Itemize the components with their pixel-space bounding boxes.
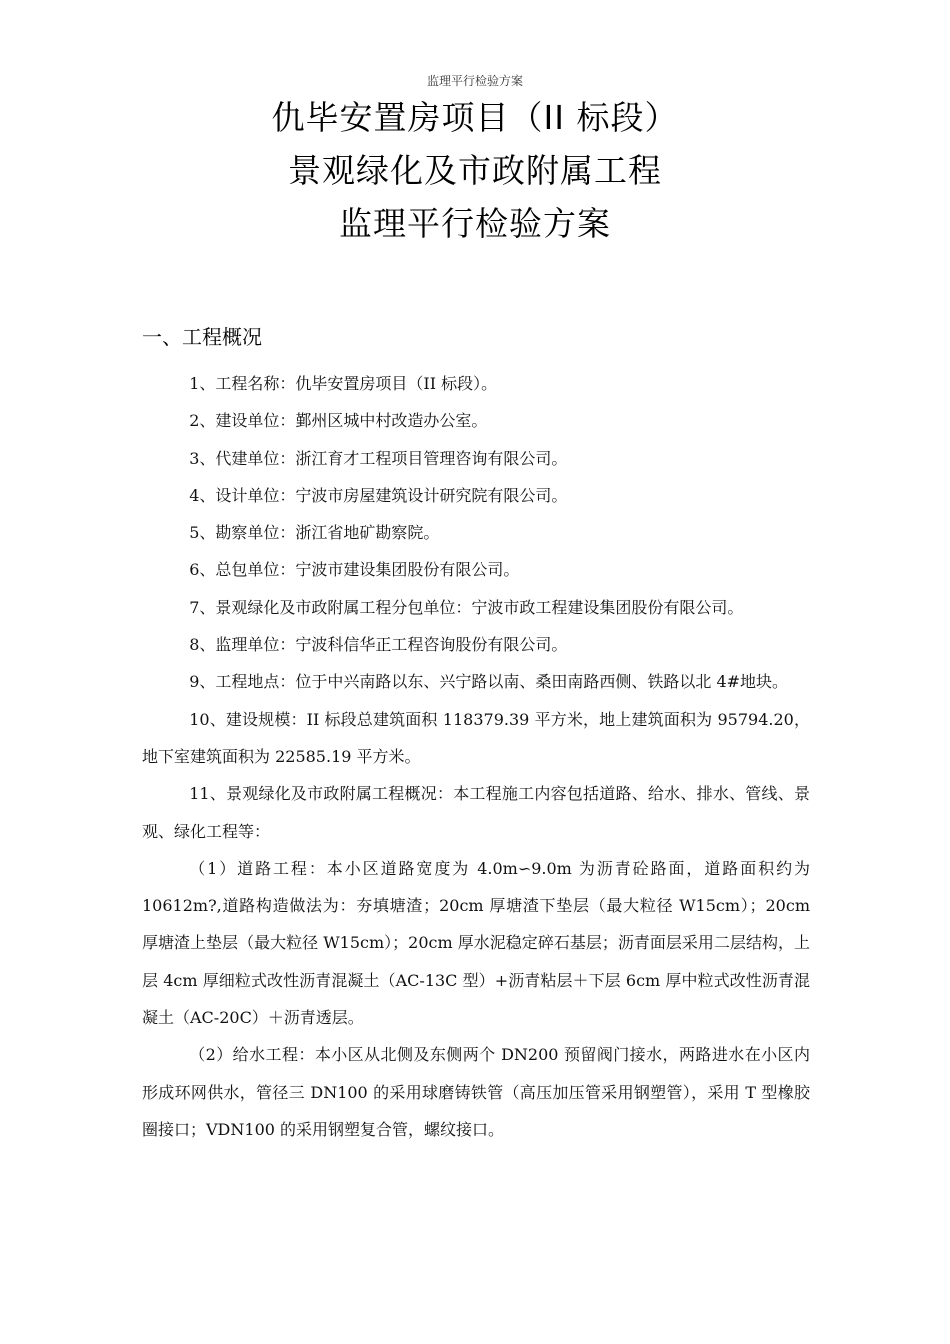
paragraph-designer: 4、设计单位：宁波市房屋建筑设计研究院有限公司。 (189, 485, 568, 505)
document-title-line-3: 监理平行检验方案 (339, 204, 611, 243)
document-title-line-2: 景观绿化及市政附属工程 (288, 151, 662, 190)
section-heading-project-overview: 一、工程概况 (142, 325, 262, 349)
paragraph-surveyor: 5、勘察单位：浙江省地矿勘察院。 (189, 523, 440, 543)
paragraph-project-name: 1、工程名称：仇毕安置房项目（II 标段）。 (189, 374, 498, 393)
paragraph-road-works: （1）道路工程：本小区道路宽度为 4.0m∽9.0m 为沥青砼路面，道路面积约为 10612m?,道路构造做法为：夯填塘渣；20cm 厚塘渣下垫层（最大粒径 W15cm）；20cm 厚塘渣上垫层（最大粒径 W15cm）；20cm 厚水泥稳定碎石基层；沥青面层采用二层结构，上层 4cm 厚细粒式改性沥青混凝土（AC-13C 型）+沥青粘层＋下层 6cm 厚中粒式改性沥青混凝土（AC-20C）＋沥青透层。 (142, 858, 810, 1028)
paragraph-subcontractor: 7、景观绿化及市政附属工程分包单位：宁波市政工程建设集团股份有限公司。 (189, 597, 744, 617)
paragraph-supervisor: 8、监理单位：宁波科信华正工程咨询股份有限公司。 (189, 635, 568, 655)
paragraph-water-supply: （2）给水工程：本小区从北侧及东侧两个 DN200 预留阀门接水，两路进水在小区内形成环网供水，管径三 DN100 的采用球磨铸铁管（高压加压管采用钢塑管），采用 T 型橡胶圈接口；VDN100 的采用钢塑复合管，螺纹接口。 (142, 1045, 810, 1139)
paragraph-location: 9、工程地点：位于中兴南路以东、兴宁路以南、桑田南路西侧、铁路以北 4#地块。 (189, 672, 789, 692)
section-body (142, 365, 810, 1148)
paragraph-agent: 3、代建单位：浙江育才工程项目管理咨询有限公司。 (189, 448, 568, 468)
paragraph-general-contractor: 6、总包单位：宁波市建设集团股份有限公司。 (189, 560, 520, 580)
paragraph-scale: 10、建设规模：II 标段总建筑面积 118379.39 平方米，地上建筑面积为 95794.20，地下室建筑面积为 22585.19 平方米。 (142, 709, 810, 766)
running-header: 监理平行检验方案 (426, 74, 523, 88)
paragraph-scope-overview: 11、景观绿化及市政附属工程概况：本工程施工内容包括道路、给水、排水、管线、景观、绿化工程等： (142, 784, 810, 841)
document-title-line-1: 仇毕安置房项目（II 标段） (271, 98, 679, 137)
paragraph-owner: 2、建设单位：鄞州区城中村改造办公室。 (189, 411, 488, 431)
